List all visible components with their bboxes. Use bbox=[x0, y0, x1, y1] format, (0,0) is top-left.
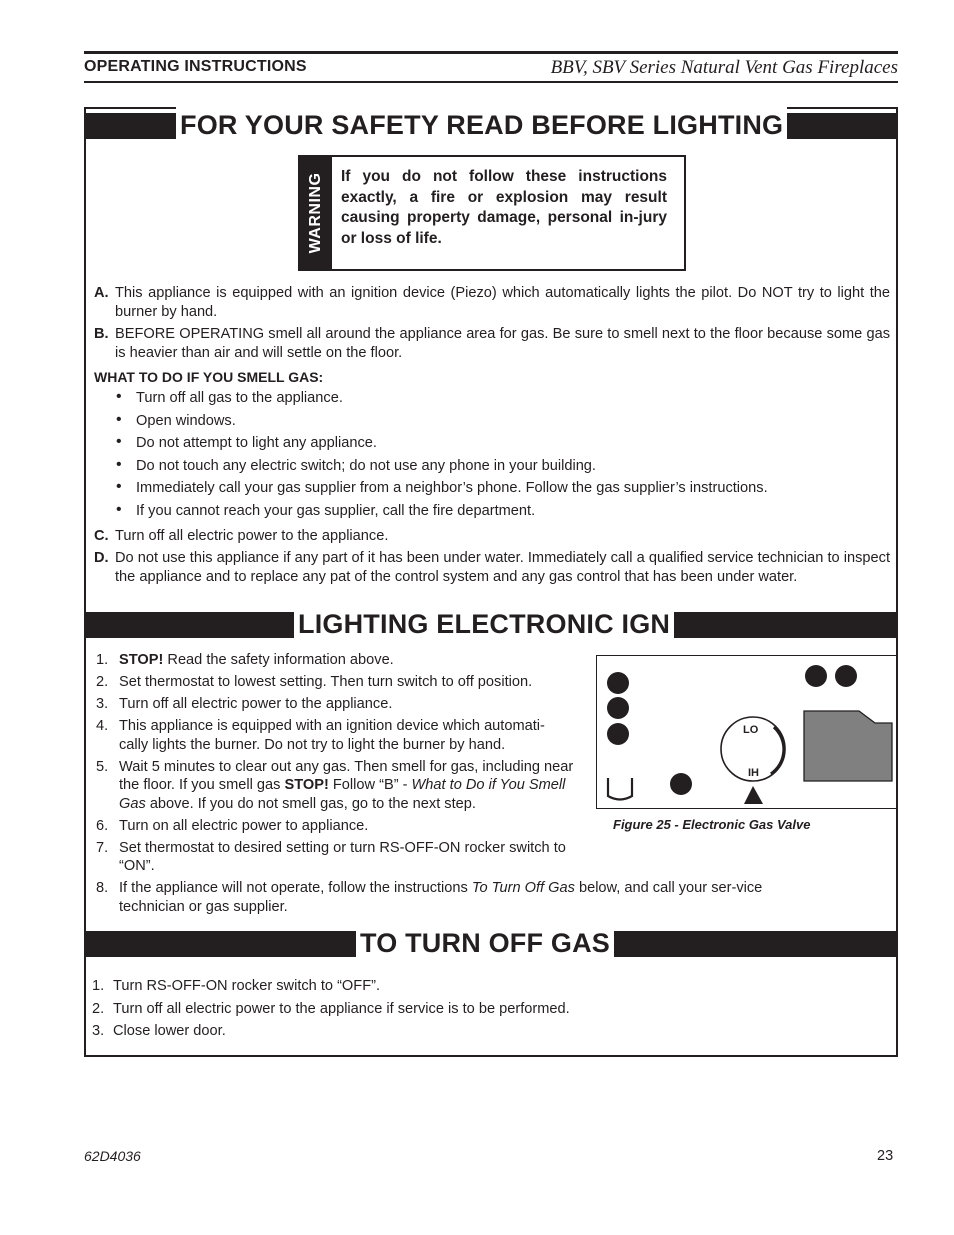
figure-caption: Figure 25 - Electronic Gas Valve bbox=[613, 817, 811, 832]
safety-heading-bar bbox=[86, 110, 896, 140]
safety-heading: FOR YOUR SAFETY READ BEFORE LIGHTING bbox=[176, 107, 787, 143]
valve-terminal bbox=[607, 723, 629, 745]
list-item: 3. Close lower door. bbox=[92, 1023, 226, 1039]
smell-gas-heading: WHAT TO DO IF YOU SMELL GAS: bbox=[94, 369, 324, 385]
list-item: 8. If the appliance will not operate, follow the instructions To Turn Off Gas below, and call your ser-vice technician or gas supplier. bbox=[96, 880, 763, 915]
list-item: • Turn off all gas to the appliance. bbox=[116, 389, 876, 412]
warning-tab bbox=[300, 157, 332, 269]
list-item: 4. This appliance is equipped with an ignition device which automati-cally lights the burner. Do not try to light the burner by hand. bbox=[96, 718, 545, 753]
section-title: OPERATING INSTRUCTIONS bbox=[84, 58, 307, 75]
safety-item-c: C. Turn off all electric power to the appliance. bbox=[94, 528, 389, 544]
valve-terminal bbox=[670, 773, 692, 795]
header-bottom-rule bbox=[84, 81, 898, 83]
list-item: • If you cannot reach your gas supplier, call the fire department. bbox=[116, 502, 876, 525]
valve-terminal bbox=[607, 697, 629, 719]
safety-item-a: A. This appliance is equipped with an ignition device (Piezo) which automatically lights the pilot. Do NOT try to light the burner by hand. bbox=[94, 285, 890, 320]
lighting-heading-bar bbox=[86, 609, 896, 639]
safety-item-b: B. BEFORE OPERATING smell all around the appliance area for gas. Be sure to smell next to the floor because some gas is heavier than air and will settle on the floor. bbox=[94, 326, 890, 361]
page-number: 23 bbox=[877, 1148, 894, 1164]
product-title: BBV, SBV Series Natural Vent Gas Fireplaces bbox=[550, 57, 898, 78]
header-top-rule bbox=[84, 51, 898, 54]
warning-text: If you do not follow these instructions exactly, a fire or explosion may result causing property damage, personal in-jury or loss of life. bbox=[341, 168, 667, 247]
warning-label: WARNING bbox=[307, 172, 324, 254]
list-item: • Open windows. bbox=[116, 412, 876, 435]
list-item: 2. Set thermostat to lowest setting. Then turn switch to off position. bbox=[96, 674, 533, 690]
valve-terminal bbox=[835, 665, 857, 687]
list-item: • Do not attempt to light any appliance. bbox=[116, 434, 876, 457]
valve-terminal bbox=[805, 665, 827, 687]
safety-item-d: D. Do not use this appliance if any part of it has been under water. Immediately call a qualified service technician to inspect the appliance and to replace any pat of the control system and any gas control that has been under water. bbox=[94, 550, 890, 585]
gas-valve-figure bbox=[596, 655, 897, 809]
lighting-heading: LIGHTING ELECTRONIC IGN bbox=[294, 606, 674, 642]
dial-hi-label: IH bbox=[748, 767, 759, 779]
list-item: 2. Turn off all electric power to the appliance if service is to be performed. bbox=[92, 1000, 570, 1017]
instructions-frame bbox=[84, 107, 898, 1057]
valve-body bbox=[804, 711, 892, 781]
document-number: 62D4036 bbox=[84, 1148, 141, 1164]
gas-valve-diagram bbox=[597, 656, 896, 808]
turn-off-heading-bar bbox=[86, 928, 896, 958]
dial-pointer bbox=[744, 786, 763, 804]
list-item: • Immediately call your gas supplier from a neighbor’s phone. Follow the gas supplier’s instructions. bbox=[116, 479, 876, 502]
turn-off-steps bbox=[92, 977, 872, 1041]
valve-terminal bbox=[607, 672, 629, 694]
list-item: 3. Turn off all electric power to the appliance. bbox=[96, 696, 393, 712]
turn-off-heading: TO TURN OFF GAS bbox=[356, 925, 614, 961]
warning-box bbox=[298, 155, 686, 271]
list-item: 1. STOP! Read the safety information above. bbox=[96, 652, 394, 668]
list-item: 5. Wait 5 minutes to clear out any gas. Then smell for gas, including near the floor. If you smell gas STOP! Follow “B” - What to Do if You Smell Gas above. If you do not smell gas, go to the next step. bbox=[96, 758, 574, 812]
wire-connector bbox=[608, 778, 632, 800]
smell-gas-list bbox=[116, 389, 876, 524]
list-item: 7. Set thermostat to desired setting or turn RS-OFF-ON rocker switch to “ON”. bbox=[96, 839, 566, 874]
list-item: • Do not touch any electric switch; do not use any phone in your building. bbox=[116, 457, 876, 480]
dial-lo-label: LO bbox=[743, 724, 759, 736]
list-item: 1. Turn RS-OFF-ON rocker switch to “OFF”. bbox=[92, 978, 381, 994]
list-item: 6. Turn on all electric power to appliance. bbox=[96, 817, 369, 834]
